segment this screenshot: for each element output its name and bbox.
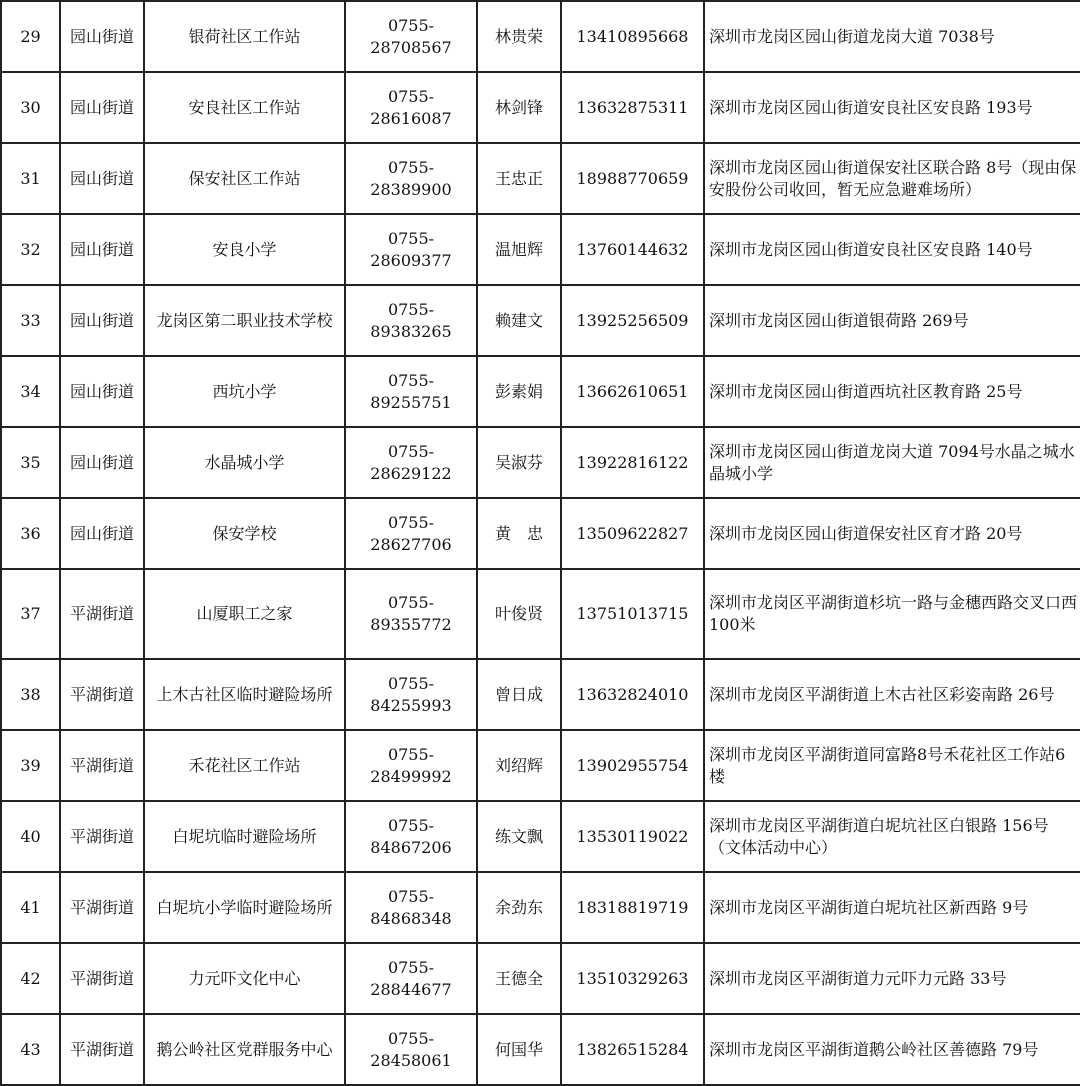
contact-person-cell: 赖建文 xyxy=(477,285,561,356)
row-number-cell: 37 xyxy=(1,569,60,659)
row-number-cell: 36 xyxy=(1,498,60,569)
row-number-cell: 41 xyxy=(1,872,60,943)
table-row xyxy=(1,1014,1080,1085)
contact-person-cell: 刘绍辉 xyxy=(477,730,561,801)
phone-cell: 0755-28708567 xyxy=(345,1,477,72)
table-row xyxy=(1,356,1080,427)
street-cell: 平湖街道 xyxy=(60,1014,144,1085)
site-name-cell: 银荷社区工作站 xyxy=(144,1,345,72)
row-number-cell: 32 xyxy=(1,214,60,285)
contact-person-cell: 曾日成 xyxy=(477,659,561,730)
phone-cell: 0755-28499992 xyxy=(345,730,477,801)
address-cell: 深圳市龙岗区平湖街道白坭坑社区新西路 9号 xyxy=(704,872,1080,943)
table-row xyxy=(1,659,1080,730)
street-cell: 园山街道 xyxy=(60,285,144,356)
site-name-cell: 山厦职工之家 xyxy=(144,569,345,659)
mobile-cell: 18988770659 xyxy=(561,143,704,214)
contact-person-cell: 黄 忠 xyxy=(477,498,561,569)
address-cell: 深圳市龙岗区平湖街道同富路8号禾花社区工作站6楼 xyxy=(704,730,1080,801)
mobile-cell: 13632824010 xyxy=(561,659,704,730)
site-name-cell: 安良社区工作站 xyxy=(144,72,345,143)
phone-cell: 0755-28844677 xyxy=(345,943,477,1014)
contact-person-cell: 温旭辉 xyxy=(477,214,561,285)
table-row xyxy=(1,214,1080,285)
site-name-cell: 白坭坑小学临时避险场所 xyxy=(144,872,345,943)
address-cell: 深圳市龙岗区园山街道安良社区安良路 193号 xyxy=(704,72,1080,143)
site-name-cell: 鹅公岭社区党群服务中心 xyxy=(144,1014,345,1085)
mobile-cell: 13826515284 xyxy=(561,1014,704,1085)
site-name-cell: 水晶城小学 xyxy=(144,427,345,498)
address-cell: 深圳市龙岗区平湖街道鹅公岭社区善德路 79号 xyxy=(704,1014,1080,1085)
site-name-cell: 禾花社区工作站 xyxy=(144,730,345,801)
mobile-cell: 13925256509 xyxy=(561,285,704,356)
row-number-cell: 34 xyxy=(1,356,60,427)
phone-cell: 0755-28389900 xyxy=(345,143,477,214)
phone-cell: 0755-89355772 xyxy=(345,569,477,659)
mobile-cell: 18318819719 xyxy=(561,872,704,943)
street-cell: 平湖街道 xyxy=(60,872,144,943)
street-cell: 园山街道 xyxy=(60,214,144,285)
row-number-cell: 42 xyxy=(1,943,60,1014)
street-cell: 平湖街道 xyxy=(60,943,144,1014)
site-name-cell: 白坭坑临时避险场所 xyxy=(144,801,345,872)
phone-cell: 0755-28609377 xyxy=(345,214,477,285)
mobile-cell: 13510329263 xyxy=(561,943,704,1014)
table-body xyxy=(1,1,1080,1085)
phone-cell: 0755-89255751 xyxy=(345,356,477,427)
row-number-cell: 39 xyxy=(1,730,60,801)
phone-cell: 0755-28458061 xyxy=(345,1014,477,1085)
street-cell: 园山街道 xyxy=(60,356,144,427)
contact-person-cell: 林贵荣 xyxy=(477,1,561,72)
site-name-cell: 西坑小学 xyxy=(144,356,345,427)
phone-cell: 0755-84255993 xyxy=(345,659,477,730)
row-number-cell: 33 xyxy=(1,285,60,356)
mobile-cell: 13922816122 xyxy=(561,427,704,498)
phone-cell: 0755-89383265 xyxy=(345,285,477,356)
mobile-cell: 13662610651 xyxy=(561,356,704,427)
site-name-cell: 保安学校 xyxy=(144,498,345,569)
site-name-cell: 安良小学 xyxy=(144,214,345,285)
street-cell: 平湖街道 xyxy=(60,730,144,801)
contact-person-cell: 叶俊贤 xyxy=(477,569,561,659)
row-number-cell: 40 xyxy=(1,801,60,872)
table-row xyxy=(1,427,1080,498)
contact-person-cell: 彭素娟 xyxy=(477,356,561,427)
row-number-cell: 29 xyxy=(1,1,60,72)
mobile-cell: 13760144632 xyxy=(561,214,704,285)
row-number-cell: 35 xyxy=(1,427,60,498)
table-row xyxy=(1,801,1080,872)
address-cell: 深圳市龙岗区平湖街道力元吓力元路 33号 xyxy=(704,943,1080,1014)
mobile-cell: 13530119022 xyxy=(561,801,704,872)
street-cell: 园山街道 xyxy=(60,498,144,569)
address-cell: 深圳市龙岗区园山街道保安社区育才路 20号 xyxy=(704,498,1080,569)
row-number-cell: 31 xyxy=(1,143,60,214)
table-row xyxy=(1,1,1080,72)
row-number-cell: 30 xyxy=(1,72,60,143)
address-cell: 深圳市龙岗区园山街道安良社区安良路 140号 xyxy=(704,214,1080,285)
mobile-cell: 13751013715 xyxy=(561,569,704,659)
street-cell: 平湖街道 xyxy=(60,659,144,730)
contact-person-cell: 练文飘 xyxy=(477,801,561,872)
address-cell: 深圳市龙岗区园山街道龙岗大道 7094号水晶之城水晶城小学 xyxy=(704,427,1080,498)
table-row xyxy=(1,943,1080,1014)
table-row xyxy=(1,569,1080,659)
row-number-cell: 38 xyxy=(1,659,60,730)
street-cell: 平湖街道 xyxy=(60,569,144,659)
row-number-cell: 43 xyxy=(1,1014,60,1085)
mobile-cell: 13632875311 xyxy=(561,72,704,143)
street-cell: 园山街道 xyxy=(60,72,144,143)
site-name-cell: 力元吓文化中心 xyxy=(144,943,345,1014)
phone-cell: 0755-28616087 xyxy=(345,72,477,143)
contact-person-cell: 王忠正 xyxy=(477,143,561,214)
table-row xyxy=(1,285,1080,356)
street-cell: 园山街道 xyxy=(60,143,144,214)
street-cell: 平湖街道 xyxy=(60,801,144,872)
contact-person-cell: 余劲东 xyxy=(477,872,561,943)
contact-person-cell: 吴淑芬 xyxy=(477,427,561,498)
table-row xyxy=(1,730,1080,801)
mobile-cell: 13902955754 xyxy=(561,730,704,801)
address-cell: 深圳市龙岗区园山街道龙岗大道 7038号 xyxy=(704,1,1080,72)
table-row xyxy=(1,72,1080,143)
table-row xyxy=(1,498,1080,569)
address-cell: 深圳市龙岗区园山街道保安社区联合路 8号（现由保安股份公司收回，暂无应急避难场所） xyxy=(704,143,1080,214)
site-name-cell: 上木古社区临时避险场所 xyxy=(144,659,345,730)
contact-person-cell: 王德全 xyxy=(477,943,561,1014)
phone-cell: 0755-28629122 xyxy=(345,427,477,498)
phone-cell: 0755-28627706 xyxy=(345,498,477,569)
address-cell: 深圳市龙岗区平湖街道杉坑一路与金穗西路交叉口西100米 xyxy=(704,569,1080,659)
phone-cell: 0755-84867206 xyxy=(345,801,477,872)
phone-cell: 0755-84868348 xyxy=(345,872,477,943)
contact-person-cell: 林剑锋 xyxy=(477,72,561,143)
contact-person-cell: 何国华 xyxy=(477,1014,561,1085)
address-cell: 深圳市龙岗区园山街道西坑社区教育路 25号 xyxy=(704,356,1080,427)
table-row xyxy=(1,872,1080,943)
street-cell: 园山街道 xyxy=(60,427,144,498)
address-cell: 深圳市龙岗区平湖街道白坭坑社区白银路 156号（文体活动中心） xyxy=(704,801,1080,872)
site-name-cell: 龙岗区第二职业技术学校 xyxy=(144,285,345,356)
mobile-cell: 13509622827 xyxy=(561,498,704,569)
table-row xyxy=(1,143,1080,214)
site-name-cell: 保安社区工作站 xyxy=(144,143,345,214)
address-cell: 深圳市龙岗区园山街道银荷路 269号 xyxy=(704,285,1080,356)
street-cell: 园山街道 xyxy=(60,1,144,72)
mobile-cell: 13410895668 xyxy=(561,1,704,72)
address-cell: 深圳市龙岗区平湖街道上木古社区彩姿南路 26号 xyxy=(704,659,1080,730)
